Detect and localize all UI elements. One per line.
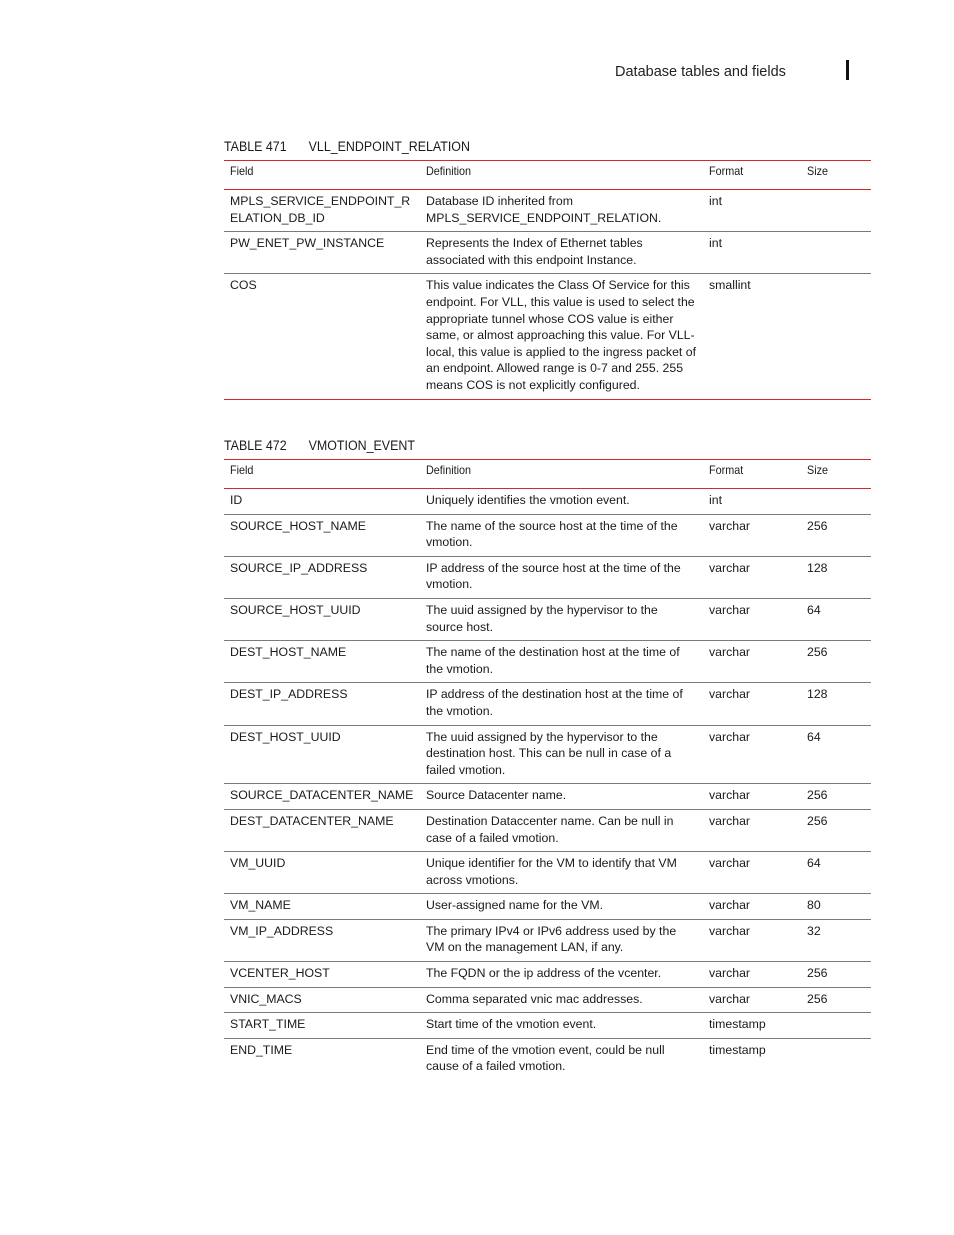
table-row (224, 962, 871, 988)
column-header-field: Field (224, 460, 420, 489)
cell-definition: User-assigned name for the VM. (420, 894, 703, 920)
cell-field: DEST_DATACENTER_NAME (224, 809, 420, 851)
cell-definition: Uniquely identifies the vmotion event. (420, 489, 703, 515)
cell-format: varchar (703, 962, 801, 988)
table-row (224, 190, 871, 232)
data-table (224, 160, 871, 400)
cell-format: varchar (703, 683, 801, 725)
cell-size: 256 (801, 514, 871, 556)
cell-size (801, 1038, 871, 1080)
cell-definition: IP address of the destination host at the time of the vmotion. (420, 683, 703, 725)
table-row (224, 556, 871, 598)
cell-field: SOURCE_DATACENTER_NAME (224, 784, 420, 810)
table-row (224, 514, 871, 556)
cell-definition: The FQDN or the ip address of the vcenter. (420, 962, 703, 988)
cell-definition: Represents the Index of Ethernet tables associated with this endpoint Instance. (420, 232, 703, 274)
table-row (224, 489, 871, 515)
table-row (224, 598, 871, 640)
table-name: VMOTION_EVENT (308, 438, 415, 453)
column-header-size: Size (801, 460, 871, 489)
cell-definition: The name of the source host at the time of the vmotion. (420, 514, 703, 556)
cell-format: varchar (703, 556, 801, 598)
cell-definition: The primary IPv4 or IPv6 address used by the VM on the management LAN, if any. (420, 919, 703, 961)
cell-format: varchar (703, 987, 801, 1013)
cell-field: VNIC_MACS (224, 987, 420, 1013)
cell-field: SOURCE_HOST_NAME (224, 514, 420, 556)
cell-definition: End time of the vmotion event, could be null cause of a failed vmotion. (426, 1042, 665, 1074)
cell-format: timestamp (709, 1042, 766, 1057)
table-number: TABLE 472 (224, 438, 287, 453)
table-row (224, 987, 871, 1013)
table-vmotion-event (224, 437, 871, 1080)
table-caption (224, 437, 819, 459)
cell-field: MPLS_SERVICE_ENDPOINT_RELATION_DB_ID (224, 190, 420, 232)
column-header-definition: Definition (420, 161, 703, 190)
cell-size: 128 (801, 556, 871, 598)
cell-size (801, 1013, 871, 1039)
cell-format: varchar (703, 784, 801, 810)
cell-field: DEST_HOST_NAME (224, 641, 420, 683)
cell-definition: Destination Dataccenter name. Can be null in case of a failed vmotion. (420, 809, 703, 851)
cell-size: 64 (801, 852, 871, 894)
cell-size: 64 (801, 725, 871, 784)
cell-field: DEST_IP_ADDRESS (224, 683, 420, 725)
cell-field: VM_IP_ADDRESS (224, 919, 420, 961)
cell-format: varchar (703, 809, 801, 851)
cell-field: DEST_HOST_UUID (224, 725, 420, 784)
cell-size: 256 (801, 641, 871, 683)
table-number: TABLE 471 (224, 139, 287, 154)
cell-size: 32 (801, 919, 871, 961)
table-row (224, 852, 871, 894)
cell-format: int (703, 489, 801, 515)
table-row (224, 894, 871, 920)
cell-format: timestamp (703, 1013, 801, 1039)
header-marker-bar (846, 60, 849, 80)
table-row (224, 1013, 871, 1039)
cell-format: int (703, 190, 801, 232)
cell-size (801, 232, 871, 274)
table-row (224, 641, 871, 683)
table-row (224, 725, 871, 784)
cell-size: 80 (801, 894, 871, 920)
cell-definition: Source Datacenter name. (420, 784, 703, 810)
cell-field: COS (224, 274, 420, 399)
cell-field: VCENTER_HOST (224, 962, 420, 988)
cell-format: varchar (703, 852, 801, 894)
cell-field: ID (224, 489, 420, 515)
cell-size: 64 (801, 598, 871, 640)
cell-size: 128 (801, 683, 871, 725)
cell-field: VM_UUID (224, 852, 420, 894)
cell-definition: Comma separated vnic mac addresses. (420, 987, 703, 1013)
table-header-row (224, 161, 871, 190)
table-row (224, 919, 871, 961)
cell-definition: The name of the destination host at the time of the vmotion. (420, 641, 703, 683)
cell-field: VM_NAME (224, 894, 420, 920)
table-row (224, 232, 871, 274)
table-name: VLL_ENDPOINT_RELATION (308, 139, 470, 154)
cell-field: END_TIME (230, 1042, 293, 1057)
cell-size (801, 489, 871, 515)
cell-definition: Start time of the vmotion event. (420, 1013, 703, 1039)
cell-format: varchar (703, 919, 801, 961)
cell-size: 256 (801, 987, 871, 1013)
table-row (224, 1038, 871, 1080)
cell-format: smallint (703, 274, 801, 399)
table-row (224, 784, 871, 810)
running-header-title: Database tables and fields (615, 64, 786, 80)
column-header-field: Field (224, 161, 420, 190)
cell-definition: This value indicates the Class Of Service for this endpoint. For VLL, this value is used to select the appropriate tunnel whose COS value is either same, or almost approaching this value. For VLL-local, this value is applied to the ingress packet of an endpoint. Allowed range is 0-7 and 255. 255 means COS is not explicitly configured. (420, 274, 703, 399)
table-row (224, 683, 871, 725)
cell-definition: The uuid assigned by the hypervisor to the destination host. This can be null in case of a failed vmotion. (420, 725, 703, 784)
cell-size: 256 (801, 784, 871, 810)
cell-size (801, 274, 871, 399)
table-vll-endpoint-relation (224, 138, 871, 400)
cell-field: START_TIME (224, 1013, 420, 1039)
cell-size: 256 (801, 809, 871, 851)
column-header-format: Format (703, 460, 801, 489)
cell-field: SOURCE_HOST_UUID (224, 598, 420, 640)
data-table (224, 459, 871, 1080)
cell-size: 256 (801, 962, 871, 988)
cell-format: varchar (703, 894, 801, 920)
column-header-definition: Definition (420, 460, 703, 489)
cell-format: varchar (703, 514, 801, 556)
table-row (224, 274, 871, 399)
cell-field: SOURCE_IP_ADDRESS (224, 556, 420, 598)
cell-format: int (703, 232, 801, 274)
cell-definition: IP address of the source host at the time of the vmotion. (420, 556, 703, 598)
cell-format: varchar (703, 725, 801, 784)
cell-definition: Unique identifier for the VM to identify that VM across vmotions. (420, 852, 703, 894)
table-row (224, 809, 871, 851)
table-header-row (224, 460, 871, 489)
cell-definition: Database ID inherited from MPLS_SERVICE_ENDPOINT_RELATION. (420, 190, 703, 232)
column-header-size: Size (801, 161, 871, 190)
cell-field: PW_ENET_PW_INSTANCE (224, 232, 420, 274)
cell-format: varchar (703, 598, 801, 640)
cell-definition: The uuid assigned by the hypervisor to the source host. (420, 598, 703, 640)
column-header-format: Format (703, 161, 801, 190)
cell-format: varchar (703, 641, 801, 683)
cell-size (801, 190, 871, 232)
table-caption (224, 138, 819, 160)
